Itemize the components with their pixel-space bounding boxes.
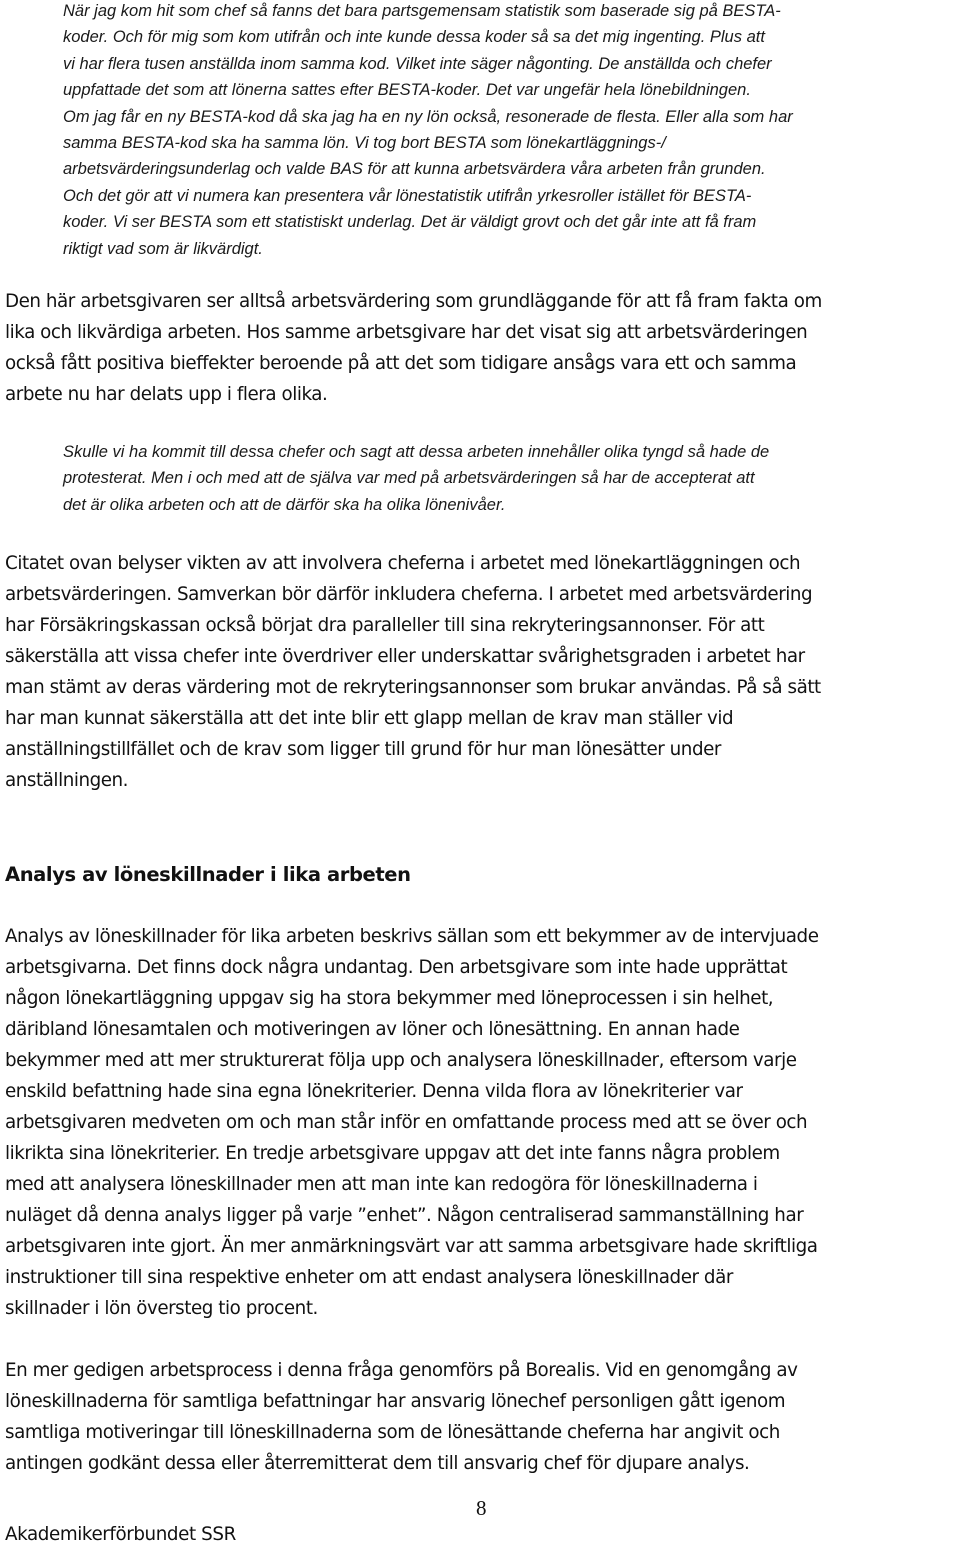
text-line: lika och likvärdiga arbeten. Hos samme arbetsgivare har det visat sig att arbetsvärderingen [5, 322, 808, 343]
paragraph-1 [5, 286, 822, 410]
text-line: arbetsgivarna. Det finns dock några undantag. Den arbetsgivare som inte hade upprättat [5, 957, 788, 978]
text-line: Skulle vi ha kommit till dessa chefer och sagt att dessa arbeten innehåller olika tyngd så hade de [63, 443, 770, 461]
text-line: enskild befattning hade sina egna lönekriterier. Denna vilda flora av lönekriterier var [5, 1081, 743, 1102]
text-line: koder. Och för mig som kom utifrån och inte kunde dessa koder så sa det mig ingenting. Plus att [63, 28, 765, 47]
text-line: har Försäkringskassan också börjat dra paralleller till sina rekryteringsannonser. För att [5, 615, 765, 636]
text-line: någon lönekartläggning uppgav sig ha stora bekymmer med löneprocessen i sin helhet, [5, 988, 774, 1009]
text-line: uppfattade det som att lönerna sattes efter BESTA-koder. Det var ungefär hela lönebildningen. [63, 81, 751, 100]
paragraph-4 [5, 1355, 798, 1479]
text-line: Om jag får en ny BESTA-kod då ska jag ha en ny lön också, resonerade de flesta. Eller alla som har [63, 107, 793, 126]
text-line: koder. Vi ser BESTA som ett statistiskt underlag. Det är väldigt grovt och det går inte att få fram [63, 213, 757, 232]
text-line: arbetsgivaren inte gjort. Än mer anmärkningsvärt var att samma arbetsgivare hade skriftliga [5, 1236, 818, 1257]
text-line: samma BESTA-kod ska ha samma lön. Vi tog bort BESTA som lönekartläggnings-/ [63, 134, 666, 153]
section-heading: Analys av löneskillnader i lika arbeten [5, 863, 411, 886]
text-line: arbetsvärderingsunderlag och valde BAS för att kunna arbetsvärdera våra arbeten från grunden. [63, 160, 766, 179]
text-line: arbetsvärderingen. Samverkan bör därför inkludera cheferna. I arbetet med arbetsvärdering [5, 584, 813, 605]
text-line: instruktioner till sina respektive enheter om att endast analysera löneskillnader där [5, 1267, 733, 1288]
text-line: En mer gedigen arbetsprocess i denna fråga genomförs på Borealis. Vid en genomgång av [5, 1360, 798, 1381]
quote-block-1 [63, 0, 793, 262]
text-line: arbetsgivaren medveten om och man står inför en omfattande process med att se över och [5, 1112, 808, 1133]
text-line: också fått positiva bieffekter beroende på att det som tidigare ansågs vara ett och samma [5, 353, 797, 374]
text-line: med att analysera löneskillnader men att man inte kan redogöra för löneskillnaderna i [5, 1174, 758, 1195]
text-line: likrikta sina lönekriterier. En tredje arbetsgivare uppgav att det inte fanns några problem [5, 1143, 780, 1164]
text-line: har man kunnat säkerställa att det inte blir ett glapp mellan de krav man ställer vid [5, 708, 734, 729]
text-line: nuläget då denna analys ligger på varje ”enhet”. Någon centraliserad sammanställning har [5, 1205, 804, 1226]
text-line: När jag kom hit som chef så fanns det bara partsgemensam statistik som baserade sig på BESTA- [63, 2, 781, 20]
paragraph-2 [5, 548, 821, 796]
text-line: arbete nu har delats upp i flera olika. [5, 384, 328, 405]
text-line: Citatet ovan belyser vikten av att involvera cheferna i arbetet med lönekartläggningen och [5, 553, 801, 574]
text-line: däribland lönesamtalen och motiveringen av löner och lönesättning. En annan hade [5, 1019, 740, 1040]
text-line: bekymmer med att mer strukturerat följa upp och analysera löneskillnader, eftersom varje [5, 1050, 797, 1071]
text-line: Och det gör att vi numera kan presentera vår lönestatistik utifrån yrkesroller istället för BESTA- [63, 186, 752, 205]
text-line: riktigt vad som är likvärdigt. [63, 239, 263, 258]
text-line: protesterat. Men i och med att de själva var med på arbetsvärderingen så har de accepterat att [63, 469, 755, 488]
footer-organization: Akademikerförbundet SSR [5, 1524, 236, 1545]
text-line: det är olika arbeten och att de därför ska ha olika lönenivåer. [63, 495, 506, 514]
text-line: antingen godkänt dessa eller återremitterat dem till ansvarig chef för djupare analys. [5, 1453, 750, 1474]
text-line: anställningen. [5, 770, 129, 791]
paragraph-3 [5, 921, 819, 1324]
text-line: anställningstillfället och de krav som ligger till grund för hur man lönesätter under [5, 739, 721, 760]
text-line: skillnader i lön översteg tio procent. [5, 1298, 318, 1319]
text-line: Den här arbetsgivaren ser alltså arbetsvärdering som grundläggande för att få fram fakta om [5, 291, 822, 312]
text-line: samtliga motiveringar till löneskillnaderna som de lönesättande cheferna har angivit och [5, 1422, 780, 1443]
text-line: man stämt av deras värdering mot de rekryteringsannonser som brukar användas. På så sätt [5, 677, 821, 698]
text-line: löneskillnaderna för samtliga befattningar har ansvarig lönechef personligen gått igenom [5, 1391, 786, 1412]
text-line: säkerställa att vissa chefer inte överdriver eller underskattar svårighetsgraden i arbetet har [5, 646, 805, 667]
page-number: 8 [476, 1496, 487, 1520]
quote-block-2 [63, 439, 769, 518]
text-line: Analys av löneskillnader för lika arbeten beskrivs sällan som ett bekymmer av de intervjuade [5, 926, 819, 947]
text-line: vi har flera tusen anställda inom samma kod. Vilket inte säger någonting. De anställda och chefer [63, 54, 772, 73]
